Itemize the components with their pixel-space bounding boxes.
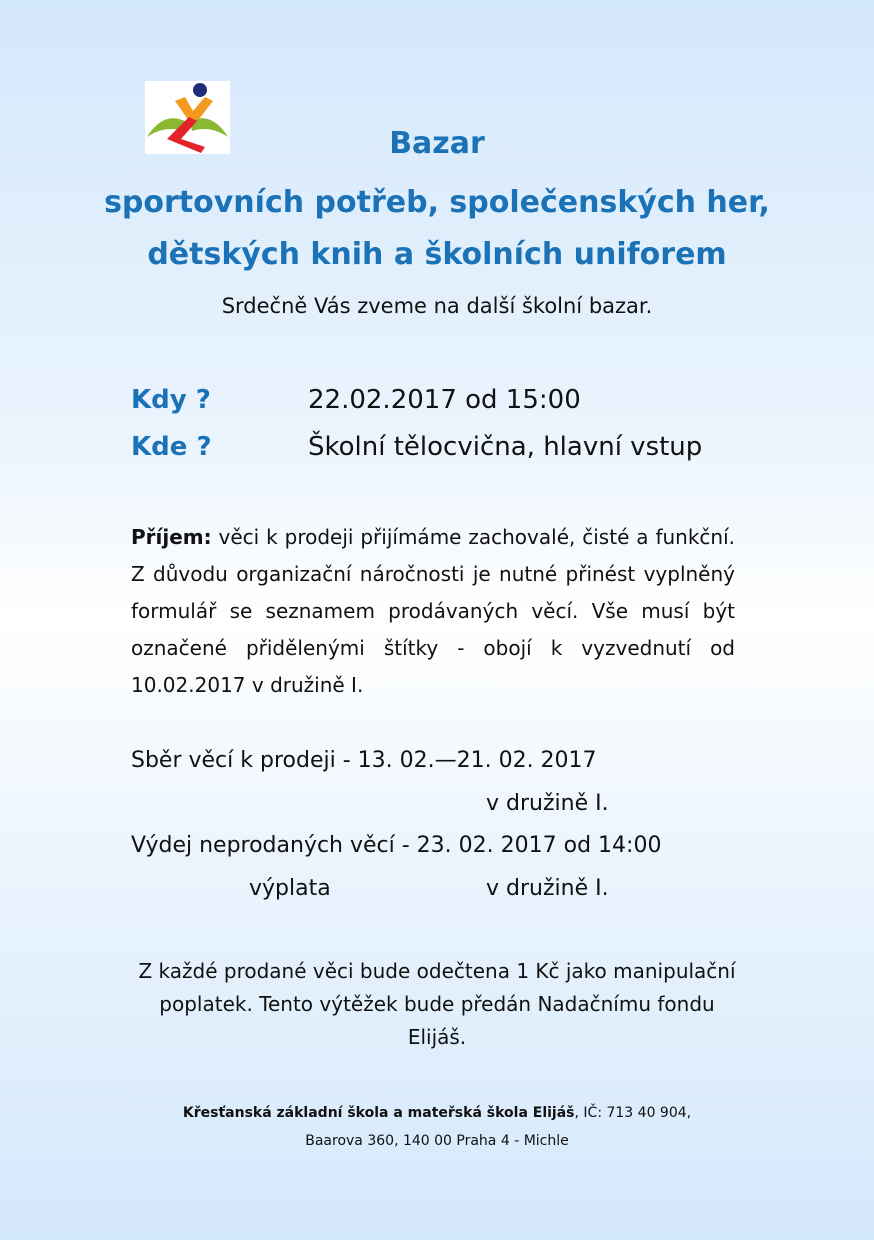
collection-line: Sběr věcí k prodeji - 13. 02.—21. 02. 2017: [131, 748, 597, 773]
where-label: Kde ?: [131, 432, 212, 462]
return-line: Výdej neprodaných věcí - 23. 02. 2017 od 14:00: [131, 833, 662, 858]
collection-place: v družině I.: [486, 791, 609, 816]
closing-line-1: Z každé prodané věci bude odečtena 1 Kč jako manipulační: [138, 959, 736, 983]
closing-line-2: poplatek. Tento výtěžek bude předán Nadačnímu fondu: [159, 992, 715, 1016]
page-title: Bazar: [389, 126, 485, 161]
subtitle-line-2: dětských knih a školních uniforem: [147, 237, 727, 272]
payout-place: v družině I.: [486, 876, 609, 901]
intake-paragraph: [131, 519, 735, 704]
school-name: Křesťanská základní škola a mateřská škola Elijáš: [182, 1105, 575, 1121]
school-address: Baarova 360, 140 00 Praha 4 - Michle: [305, 1133, 569, 1149]
closing-note: [0, 955, 874, 1054]
where-value: Školní tělocvična, hlavní vstup: [308, 432, 703, 462]
invitation-text: Srdečně Vás zveme na další školní bazar.: [221, 294, 653, 318]
when-label: Kdy ?: [131, 385, 211, 415]
subtitle-line-1: sportovních potřeb, společenských her,: [104, 185, 770, 220]
footer: [0, 1099, 874, 1155]
school-id: , IČ: 713 40 904,: [574, 1105, 692, 1121]
when-value: 22.02.2017 od 15:00: [308, 385, 581, 415]
intake-text: věci k prodeji přijímáme zachovalé, čisté a funkční. Z důvodu organizační náročnosti je nutné přinést vyplněný formulář se seznamem prodávaných věcí. Vše musí být označené přidělenými štítky - obojí k vyzvednutí od 10.02.2017 v družině I.: [131, 525, 735, 697]
closing-line-3: Elijáš.: [407, 1025, 467, 1049]
intake-label: Příjem:: [131, 525, 212, 549]
payout-label: výplata: [249, 876, 331, 901]
